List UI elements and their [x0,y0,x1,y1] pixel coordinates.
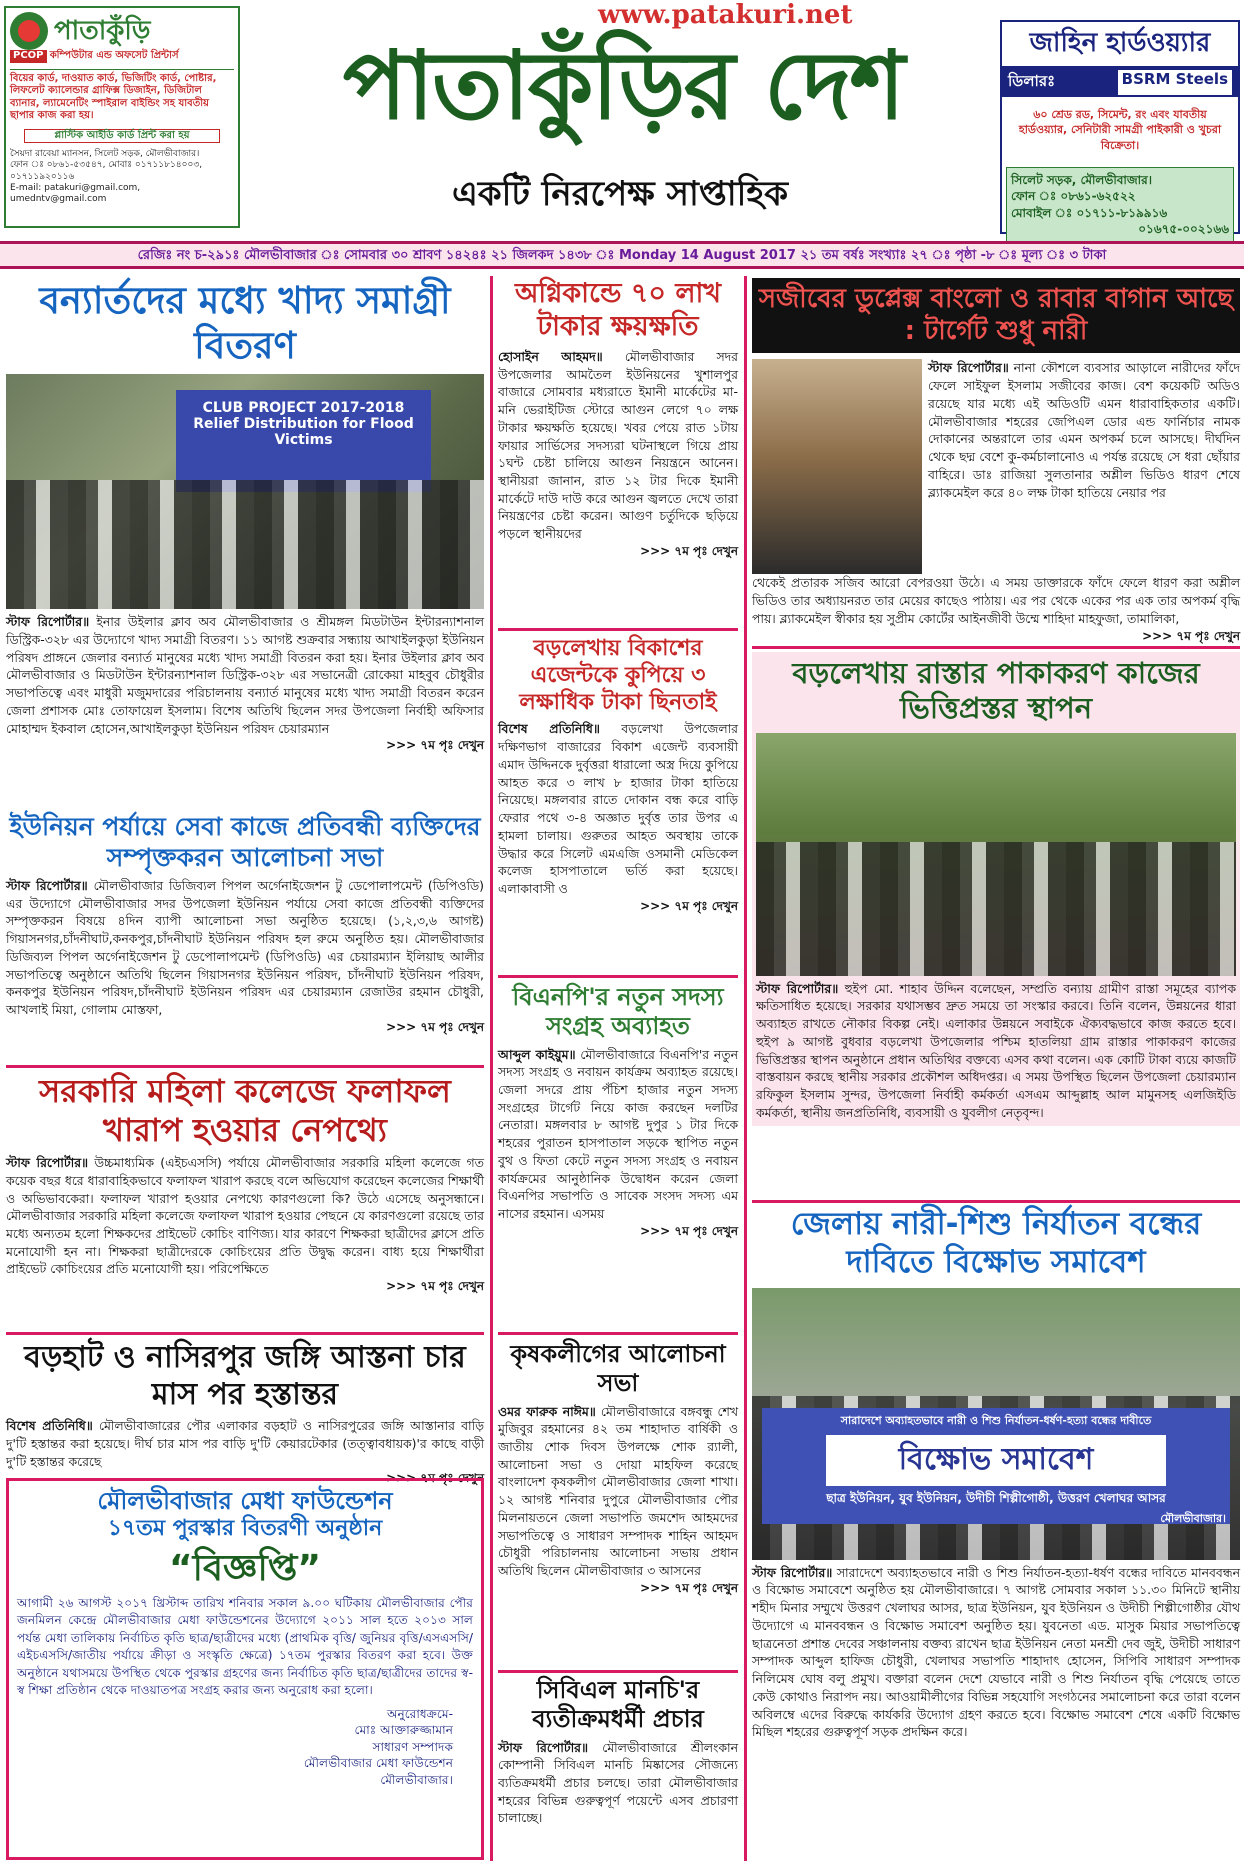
notice-label: “বিজ্ঞপ্তি” [169,1548,321,1590]
ad-box: প্লাস্টিক আইডি কার্ড প্রিন্ট করা হয় [24,129,220,144]
story-text: মৌলভীবাজারে বিএনপি'র নতুন সদস্য সংগ্রহ ও নবায়ন কার্যক্রম অব্যাহত রয়েছে। জেলা সদরে প্রায় পঁচিশ হাজার নতুন সদস্য সংগ্রহের টার্গেট নিয়ে কাজ করছেন দলটির নেতারা। মঙ্গলবার ৮ আগষ্ট দুপুর ১ টার দিকে শহরের পুরাতন হাসপাতাল সড়কে স্থাপিত নতুন বুথ ও ফিতা কেটে নতুন সদস্য সংগ্রহ ও নবায়ন কার্যক্রমের আনুষ্ঠানিক উদ্বোধন করেন জেলা বিএনপির সভাপতি ও সাবেক সংসদ সদস্য এম নাসের রহমান। এসময় [498,1046,738,1222]
story-body-continued: থেকেই প্রতারক সজিব আরো বেপরওয়া উঠে। এ সময় ডাক্তারকে ফাঁদে ফেলে ধারণ করা অশ্লীল ভিডিও তার অধ্যায়নরত তার মেয়ের কাছেও পাঠায়। এর পর থেকে একের পর এক তার অপকর্ম বৃদ্ধি পায়। ব্ল্যাকমেইল স্বীকার হয় সুপ্রীম কোর্টের আইনজীবী উম্মে শাহিদা মাহফুজা, তামালিকা, [752,575,1240,626]
notice-signature [17,1706,473,1788]
story-text: মৌলভীবাজারের পৌর এলাকার বড়হাট ও নাসিরপুরের জঙ্গি আস্তানার বাড়ি দু'টি হস্তান্তর করা হয়েছে। দীর্ঘ চার মাস পর বাড়ি দু'টি কেয়ারটেকার (তত্ত্বাবধায়ক)'র কাছে বাড়ী দু'টি হস্তান্তর করেছে [6,1418,484,1469]
ad-logo [10,12,234,50]
notice-sign-line: মোঃ আক্তারুজ্জামান [354,1723,453,1738]
story-flood-relief [6,278,484,757]
continued-link[interactable]: >>> ৭ম পৃঃ দেখুন [640,898,738,913]
story-text: বড়লেখা উপজেলার দক্ষিণভাগ বাজারের বিকাশ এজেন্ট ব্যবসায়ী এমাদ উদ্দিনকে দুর্বৃত্তরা ধারালো অস্ত্র দিয়ে কুপিয়ে আহত করে ৩ লাখ ৮ হাজার টাকা হাতিয়ে নিয়েছে। মঙ্গলবার রাতে দোকান বন্ধ করে বাড়ি ফেরার পথে ৩-৪ অজ্ঞাত দুর্বৃত্ত তার উপর এ হামলা চালায়। গুরুতর আহত অবস্থায় তাকে উদ্ধার করে সিলেট এমএজি ওসমানী মেডিকেল কলেজ হাসপাতালে ভর্তি করা হয়েছে। এলাকাবাসী ও [498,721,738,897]
byline: স্টাফ রিপোর্টার॥ [6,1155,89,1171]
newspaper-tagline: একটি নিরপেক্ষ সাপ্তাহিক [451,174,789,214]
byline: স্টাফ রিপোর্টার॥ [498,1739,588,1755]
right-ad-phone: ফোন ঃ ০৮৬১-৬২৫২২ [1011,189,1136,204]
right-ad-dealer-name: BSRM Steels [1118,70,1232,95]
story-body [752,1564,1240,1741]
newspaper-title: পাতাকুঁড়ির দেশ [342,32,904,141]
section-divider [498,1670,738,1673]
right-ad-mobile2: ০১৬৭৫-০০২১৬৬ [1138,221,1229,236]
headline: সিবিএল মানচি'র ব্যতীক্রমধর্মী প্রচার [532,1676,704,1734]
story-body [6,1417,484,1470]
flood-relief-photo [6,374,484,609]
ad-email: E-mail: patakuri@gmail.com, umedntv@gmail.com [10,182,141,204]
story-body [756,980,1236,1122]
headline: সরকারি মহিলা কলেজে ফলাফল খারাপ হওয়ার নেপথ্যে [39,1072,451,1150]
story-body [498,1046,738,1223]
ad-name: পাতাকুঁড়ি [54,15,151,46]
byline: হোসাইন আহমদ॥ [498,348,603,364]
ad-phone: ফোন ঃ ০৮৬১-৫৩৫৪৭, মোবাঃ ০১৭১১৮১৪০০৩, ০১৭১১৯২০১১৬ [10,160,203,182]
story-body [498,1403,738,1580]
photo-banner [176,390,431,492]
story-road-foundation [752,652,1240,1126]
byline: আব্দুল কাইয়ুম॥ [498,1046,576,1062]
section-divider [6,1332,484,1335]
story-body [498,720,738,897]
story-sajib [752,278,1240,648]
story-text: ইনার উইলার ক্লাব অব মৌলভীবাজার ও শ্রীমঙ্গল মিডটাউন ইন্টারন্যাশনাল ডিস্ট্রিক-৩২৮ এর উদ্যোগে খাদ্য সমাগ্রী বিতরণ। ১১ আগষ্ট শুক্রবার সন্ধ্যায় আখাইলকুড়া ইউনিয়ন পরিষদ প্রাঙ্গনে জেলার বন্যার্ত মানুষের মধ্যে খাদ্য সমাগ্রী বিতরন করা হয়। ইনার উইলার ক্লাব অব মৌলভীবাজার ও মিডটাউন ইন্টারন্যাশনাল ডিস্ট্রিক-৩২৮ এর সভানেত্রী রোকেয়া মাহবুব চৌধুরীর সভাপতিত্বে এবং মাধুরী মজুমদারের পরিচালনায় বন্যার্ত মানুষের মধ্যে খাদ্য সমাগ্রী বিতরন করেন জেলা প্রশাসক মোঃ তোফায়েল ইসলাম। বিশেষ অতিথি ছিলেন সদর উপজেলা নির্বাহী অফিসার মোহাম্মদ ইকবাল হোসেন,আখাইলকুড়া ইউনিয়ন পরিষদ চেয়ারম্যান [6,614,484,736]
headline: কৃষকলীগের আলোচনা সভা [510,1340,726,1398]
notice-medha-foundation [6,1478,484,1860]
byline: স্টাফ রিপোর্টার॥ [928,360,1009,376]
byline: স্টাফ রিপোর্টার॥ [6,614,90,630]
right-ad-contact [1006,167,1234,242]
protest-photo [752,1288,1240,1560]
notice-title: মৌলভীবাজার মেধা ফাউন্ডেশন [97,1487,393,1515]
story-text: মৌলভীবাজারে বঙ্গবন্ধু শেখ মুজিবুর রহমানের ৪২ তম শাহাদাত বার্ষিকী ও জাতীয় শোক দিবস উপলক্ষে শোক র‌্যালী, আলোচনা সভা ও দোয়া মাহফিল করেছে বাংলাদেশ কৃষকলীগ মৌলভীবাজার জেলা শাখা। ১২ আগষ্ট শনিবার দুপুরে মৌলভীবাজার পৌর মিলনায়তনে জেলা সভাপতি জমশেদ আহমদের সভাপতিত্বে ও সাধারণ সম্পাদক শাহিন আহমদ চৌধুরী পরিচালনায় আলোচনা সভায় প্রধান অতিথি ছিলেন মৌলভীবাজার ৩ আসনের [498,1403,738,1579]
story-bnp-membership [498,983,738,1243]
right-ad-dealer-label: ডিলারঃ [1008,72,1056,90]
notice-subtitle: ১৭তম পুরস্কার বিতরণী অনুষ্ঠান [107,1516,383,1542]
byline: স্টাফ রিপোর্টার॥ [756,980,839,996]
headline: বড়লেখায় রাস্তার পাকাকরণ কাজের ভিত্তিপ্রস্তর স্থাপন [792,656,1200,726]
story-text: মৌলভীবাজার ডিজিব্যল পিপল অর্গেনাইজেশন টু ডেপোলাপমেন্ট (ডিপিওডি) এর উদ্যোগে মৌলভীবাজার সদর উপজেলা ইউনিয়ন পর্যায়ে সেবা কাজে প্রতিবন্ধী ব্যক্তিদের সম্পৃক্তকরন বিষয়ে ৪দিন ব্যাপী আলোচনা সভা অনুষ্ঠিত হয়েছে। (১,২,৩,৬ আগষ্ট) গিয়াসনগর,চাঁদনীঘাট,কনকপুর,চাঁদনীঘাট ইউনিয়ন পরিষদ হল রুমে অনুষ্ঠিত হয়। মৌলভীবাজার ডিজিব্যল পিপল অর্গেনাইজেশন টু ডেপোলাপমেন্ট (ডিপিওডি) এর চেয়ারম্যান ইলিয়াছ আলীর সভাপতিত্বে অনুষ্ঠানে অতিথি ছিলেন গিয়াসনগর ইউনিয়ন পরিষদ, চাঁদনীঘাট ইউনিয়ন পরিষদ, কনকপুর ইউনিয়ন পরিষদ,চাঁদনীঘাট ইউনিয়ন পরিষদ এর চেয়ারম্যান রেজাউর রহমান চৌধুরী, আখলাই মিয়া, গোলাম মোস্তফা, [6,878,484,1018]
story-body [6,613,484,737]
notice-sign-line: অনুরোধক্রমে- [386,1706,453,1721]
issue-info-bar: রেজিঃ নং চ-২৯১ঃ মৌলভীবাজার ঃ সোমবার ৩০ শ্রাবণ ১৪২৪ঃ ২১ জিলকদ ১৪৩৮ ঃ Monday 14 August 2017 ২১ তম বর্ষঃ সংখ্যাঃ ২৭ ঃ পৃষ্ঠা -৮ ঃ মূল্য ঃ ৩ টাকা [0,241,1244,269]
story-college-result [6,1072,484,1298]
notice-body: আগামী ২৬ আগস্ট ২০১৭ খ্রিস্টাব্দ তারিখ শনিবার সকাল ৯.০০ ঘটিকায় মৌলভীবাজার পৌর জনমিলন কেন্দ্রে মৌলভীবাজার মেধা ফাউন্ডেশনের উদ্যোগে ২০১১ সাল হতে ২০১৩ সাল পর্যন্ত মেধা তালিকায় নির্বাচিত কৃতি ছাত্র/ছাত্রীদের মধ্যে (প্রাথমিক বৃত্তি/ জুনিয়র বৃত্তি/এসএসসি/এইচএসসি/জাতীয় পর্যায়ে ক্রীড়া ও সংস্কৃতি ক্ষেত্রে) ১৭তম পুরস্কার বিতরণ করা হবে। উক্ত অনুষ্ঠানে যথাসময়ে উপস্থিত থেকে পুরস্কার গ্রহণের জন্য নির্বাচিত কৃতি ছাত্র/ছাত্রীদের তাদের স্ব-স্ব শিক্ষা প্রতিষ্ঠান থেকে দাওয়াতপত্র সংগ্রহ করার জন্য অনুরোধ করা হলো। [17,1596,473,1698]
section-divider [498,975,738,978]
protest-banner-org: ছাত্র ইউনিয়ন, যুব ইউনিয়ন, উদীচী শিল্পীগোষ্ঠী, উত্তরণ খেলাঘর আসর [826,1490,1166,1505]
left-advertisement [4,6,240,228]
story-body [498,1739,738,1828]
right-ad-title: জাহিন হার্ডওয়্যার [1002,22,1238,68]
ad-address: সৈয়দা রাবেয়া ম্যানসন, সিলেট সড়ক, মৌলভীবাজার। [10,149,200,159]
right-ad-desc: ৬০ শ্রেড রড, সিমেন্ট, রং এবং যাবতীয় হার্ডওয়্যার, সেনিটারী সামগ্রী পাইকারী ও খুচরা বিক্রেতা। [1018,108,1222,152]
headline: বড়হাট ও নাসিরপুর জঙ্গি আস্তনা চার মাস পর হস্তান্তর [24,1340,466,1412]
protest-banner-small: সারাদেশে অব্যাহতভাবে নারী ও শিশু নির্যাতন-ধর্ষণ-হত্যা বন্ধের দাবীতে [840,1413,1152,1427]
continued-link[interactable]: >>> ৭ম পৃঃ দেখুন [640,1223,738,1238]
ad-badge: PCOP [10,50,47,63]
continued-link[interactable]: >>> ৭ম পৃঃ দেখুন [386,738,484,753]
notice-sign-line: মৌলভীবাজার মেধা ফাউন্ডেশন [303,1756,453,1771]
story-body [6,877,484,1019]
continued-link[interactable]: >>> ৭ম পৃঃ দেখুন [640,543,738,558]
section-divider [6,1065,484,1068]
story-cbl-munchee [498,1676,738,1827]
byline: স্টাফ রিপোর্টার॥ [752,1564,833,1580]
story-text: উচ্চমাধ্যমিক (এইচএসসি) পর্যায়ে মৌলভীবাজার সরকারি মহিলা কলেজে গত কয়েক বছর ধরে ধারাবাহিকভাবে ফলাফল খারাপ করছে বলে অভিযোগ করেছেন কলেজের শিক্ষার্থী ও অভিভাবকেরা। ফলাফল খারাপ হওয়ার নেপথ্যে কারণগুলো কি? উঠে এসেছে অনুসন্ধানে। মৌলভীবাজার সরকারি মহিলা কলেজে ফলাফল খারাপ হওয়ার পেছনে যে কারণগুলো রয়েছে তার মধ্যে অন্যতম হলো শিক্ষকদের প্রাইভেট কোচিং বাণিজ্য। যার কারণে শিক্ষকরা ছাত্রীদের ক্লাসে প্রতি মনোযোগী হন না। শিক্ষকরা ছাত্রীদেরকে কোচিংয়ের প্রতি উদ্বুদ্ধ করেন। বাধ্য হয়ে শিক্ষার্থীরা প্রাইভেট কোচিংয়ের প্রতি মনোযোগী হয়। পরিপেক্ষিতে [6,1155,484,1277]
headline: বড়লেখায় বিকাশের এজেন্টকে কুপিয়ে ৩ লক্ষাধিক টাকা ছিনতাই [519,636,717,715]
protest-banner-big: বিক্ষোভ সমাবেশ [826,1435,1166,1486]
headline: বন্যার্তদের মধ্যে খাদ্য সমাগ্রী বিতরণ [39,279,451,368]
photo-banner-line1: CLUB PROJECT 2017-2018 [202,400,405,417]
protest-banner [762,1408,1230,1524]
headline: জেলায় নারী-শিশু নির্যাতন বন্ধের দাবিতে বিক্ষোভ সমাবেশ [790,1206,1202,1280]
section-divider [498,628,738,631]
story-bkash-robbery [498,636,738,918]
story-militant-den [6,1340,484,1490]
story-text: সারাদেশে অব্যাহতভাবে নারী ও শিশু নির্যাতন-হত্যা-ধর্ষণ বন্ধের দাবিতে মানববন্ধন ও বিক্ষোভ সমাবেশে অনুষ্ঠিত হয় মৌলভীবাজারে। ৭ আগষ্ট সোমবার সকাল ১১.৩০ মিনিটে স্থানীয় শহীদ মিনার সম্মুখে উত্তরণ খেলাঘর আসর, ছাত্র ইউনিয়ন, যুব ইউনিয়ন ও উদীচী শিল্পীগোষ্ঠীর যৌথ উদ্যোগে এ মানববন্ধন ও বিক্ষোভ সমাবেশ অনুষ্ঠিত হয়। যুবনেতা এড. মাসুক মিয়ার সভাপতিত্বে ছাত্রনেতা প্রশান্ত দেবের সঞ্চালনায় বক্তব্য রাখেন ছাত্র ইউনিয়ন নেতা মনশ্রী দেব জুই, উদীচী সাধারণ সম্পাদক আব্দুল হাফিজ চৌধুরী, খেলাঘর সভাপতি শাহাদাৎ হোসেন, সিপিবি সাধারণ সম্পাদক নিলিমেষ ঘোষ বলু প্রমুখ। বক্তারা বলেন দেশে যেভাবে নারী ও শিশু নির্যাতন বৃদ্ধি পেয়েছে তাতে কেউ কোথাও নিরাপদ নয়। আওয়ামীলীগের বিভিন্ন সহযোগি সংগঠনের সমালোচনা করে তারা বলেন অবিলম্বে এদের বিরুদ্ধে কার্যকরি উদ্যোগ গ্রহণ করতে হবে। বিক্ষোভ সমাবেশ শেষে একটি বিক্ষোভ মিছিল শহরের গুরুত্বপূর্ণ সড়ক প্রদক্ষিন করে। [752,1564,1240,1740]
story-krishak-league [498,1340,738,1600]
right-ad-mobile: মোবাইল ঃ ০১৭১১-৮১৯৯১৬ [1011,205,1168,220]
column-divider [744,276,747,1861]
byline: বিশেষ প্রতিনিধি॥ [6,1418,93,1434]
column-divider [490,276,493,1861]
right-advertisement [1000,20,1240,234]
headline: সজীবের ডুপ্লেক্স বাংলো ও রাবার বাগান আছে : টার্গেট শুধু নারী [752,278,1240,353]
headline: বিএনপি'র নতুন সদস্য সংগ্রহ অব্যাহত [512,983,724,1041]
story-text: হুইপ মো. শাহাব উদ্দিন বলেছেন, সম্প্রতি বন্যায় গ্রামীণ রাস্তা সমূহের ব্যাপক ক্ষতিসাধিত হয়েছে। সরকার যথাসম্ভব দ্রুত সময়ে তা সংস্কার করবে। তিনি বলেন, উন্নয়নের ধারা অব্যাহত রাখতে নৌকার বিকল্প নেই। এলাকার উন্নয়নে সবাইকে ঐক্যবদ্ধভাবে কাজ করতে হবে। হুইপ ৯ আগষ্ট বুধবার বড়লেখা উপজেলার পশ্চিম হাতলিয়া গ্রাম রাস্তার পাকাকরণ কাজের ভিত্তিপ্রস্তর স্থাপন অনুষ্ঠানে প্রধান অতিথির বক্তব্যে এসব কথা বলেন। এক কোটি টাকা ব্যয়ে কাজটি বাস্তবায়ন করছে স্থানীয় সরকার প্রকৌশল অধিদপ্তর। এ সময় উপস্থিত ছিলেন উপজেলা চেয়ারম্যান রফিকুল ইসলাম সুন্দর, উপজেলা নির্বাহী কর্মকর্তা এসএম আব্দুল্লাহ আল মামুনসহ এলজিইডি কর্মকর্তা, স্থানীয় জনপ্রতিনিধি, ব্যবসায়ী ও যুবলীগ নেতৃবৃন্দ। [756,980,1236,1120]
ad-body: বিয়ের কার্ড, দাওয়াত কার্ড, ভিজিটিং কার্ড, পোষ্টার, লিফলেট ক্যালেন্ডার গ্রাফিক্স ডিজাইন, ডিজিটাল ব্যানার, ল্যামেনেটিং স্পাইরাল বাইন্ডিং সহ যাবতীয় ছাপার কাজ করা হয়। [10,69,234,123]
story-body [6,1154,484,1278]
story-text: নানা কৌশলে ব্যবসার আড়ালে নারীদের ফাঁদে ফেলে সাইফুল ইসলাম সজীবের কাজ। বেশ কয়েকটি অডিও রয়েছে যার মধ্যে এই অডিওটি এমন ধারাবাহিকতার একটি। মৌলভীবাজার শহরের জেপিএল ডোর এন্ড ফার্নিচার নামক দোকানের অন্তরালে তার এমন অপকর্ম চলে আসছে। দীর্ঘদিন থেকে ছদ্ম বেশে কু-কর্মচালানোও এ পর্যন্ত রয়েছে সে ধরা ছোঁয়ার বাহিরে। ডাঃ রাজিয়া সুলতানার অশ্লীল ভিডিও ধারণ শেষে ব্ল্যাকমেইল করে ৪০ লক্ষ টাকা হাতিয়ে নেয়ার পর [928,360,1240,500]
headline: ইউনিয়ন পর্যায়ে সেবা কাজে প্রতিবন্ধী ব্যক্তিদের সম্পৃক্তকরন আলোচনা সভা [9,812,481,872]
story-body [498,348,738,543]
sajib-photo [752,359,922,574]
protest-banner-place: মৌলভীবাজার। [1160,1511,1226,1525]
byline: বিশেষ প্রতিনিধি॥ [498,721,600,737]
continued-link[interactable]: >>> ৭ম পৃঃ দেখুন [386,1019,484,1034]
byline: ওমর ফারুক নাঈম॥ [498,1403,596,1419]
road-foundation-photo [756,733,1236,976]
notice-sign-line: মৌলভীবাজার। [380,1772,453,1787]
story-fire [498,278,738,563]
story-body [928,359,1240,574]
photo-banner-line2: Relief Distribution for Flood Victims [193,416,414,449]
continued-link[interactable]: >>> ৭ম পৃঃ দেখুন [640,1580,738,1595]
website-link[interactable]: www.patakuri.net [598,0,853,30]
right-ad-dealer [1002,68,1238,97]
ad-subtitle: কম্পিউটার এন্ড অফসেট প্রিন্টার্স [49,50,179,61]
headline: অগ্নিকান্ডে ৭০ লাখ টাকার ক্ষয়ক্ষতি [514,278,722,342]
continued-link[interactable]: >>> ৭ম পৃঃ দেখুন [1142,628,1240,643]
section-divider [498,1332,738,1335]
notice-sign-line: সাধারণ সম্পাদক [372,1739,453,1754]
story-text: মৌলভীবাজারে শ্রীলংকান কোম্পানী সিবিএল মানচি মিষ্কাসের সৌজন্যে ব্যতিক্রমধর্মী প্রচার চলছে। তারা মৌলভীবাজার শহরের বিভিন্ন গুরুত্বপূর্ণ পয়েন্টে এসব প্রচারণা চালাচ্ছে। [498,1739,738,1826]
continued-link[interactable]: >>> ৭ম পৃঃ দেখুন [386,1279,484,1294]
section-divider [752,646,1240,649]
section-divider [752,1200,1240,1203]
pcop-logo-icon [10,12,48,50]
right-ad-address: সিলেট সড়ক, মৌলভীবাজার। [1011,173,1153,188]
story-protest [752,1206,1240,1741]
sajib-top-row [752,359,1240,574]
byline: স্টাফ রিপোর্টার॥ [6,878,88,893]
story-text: মৌলভীবাজার সদর উপজেলার আমতৈল ইউনিয়নের খুশালপুর বাজারে সোমবার মধ্যরাতে ইমানী মার্কেটের মা-মনি ভেরাইটিজ স্টোরে আগুন লেগে ৭০ লক্ষ টাকার ক্ষয়ক্ষতি হয়েছে। খবর পেয়ে রাত ১টায় ফায়ার সার্ভিসের সদস্যরা ঘটনাস্থলে গিয়ে প্রায় ১ঘন্ট চেষ্টা চালিয়ে আগুন নিয়ন্ত্রনে আনেন। স্থানীয়রা জানান, রাত ১২ টার দিকে ইমানী মার্কেটে দাউ দাউ করে আগুন জ্বলতে দেখে তারা নিয়ন্ত্রণের চেষ্টা করেন। আগুণ চর্তুদিকে ছড়িয়ে পড়লে স্থানীয়দের [498,348,738,542]
story-disabled-meeting [6,812,484,1039]
continued-link[interactable]: >>> ৭ম পৃঃ দেখুন [386,1471,484,1486]
